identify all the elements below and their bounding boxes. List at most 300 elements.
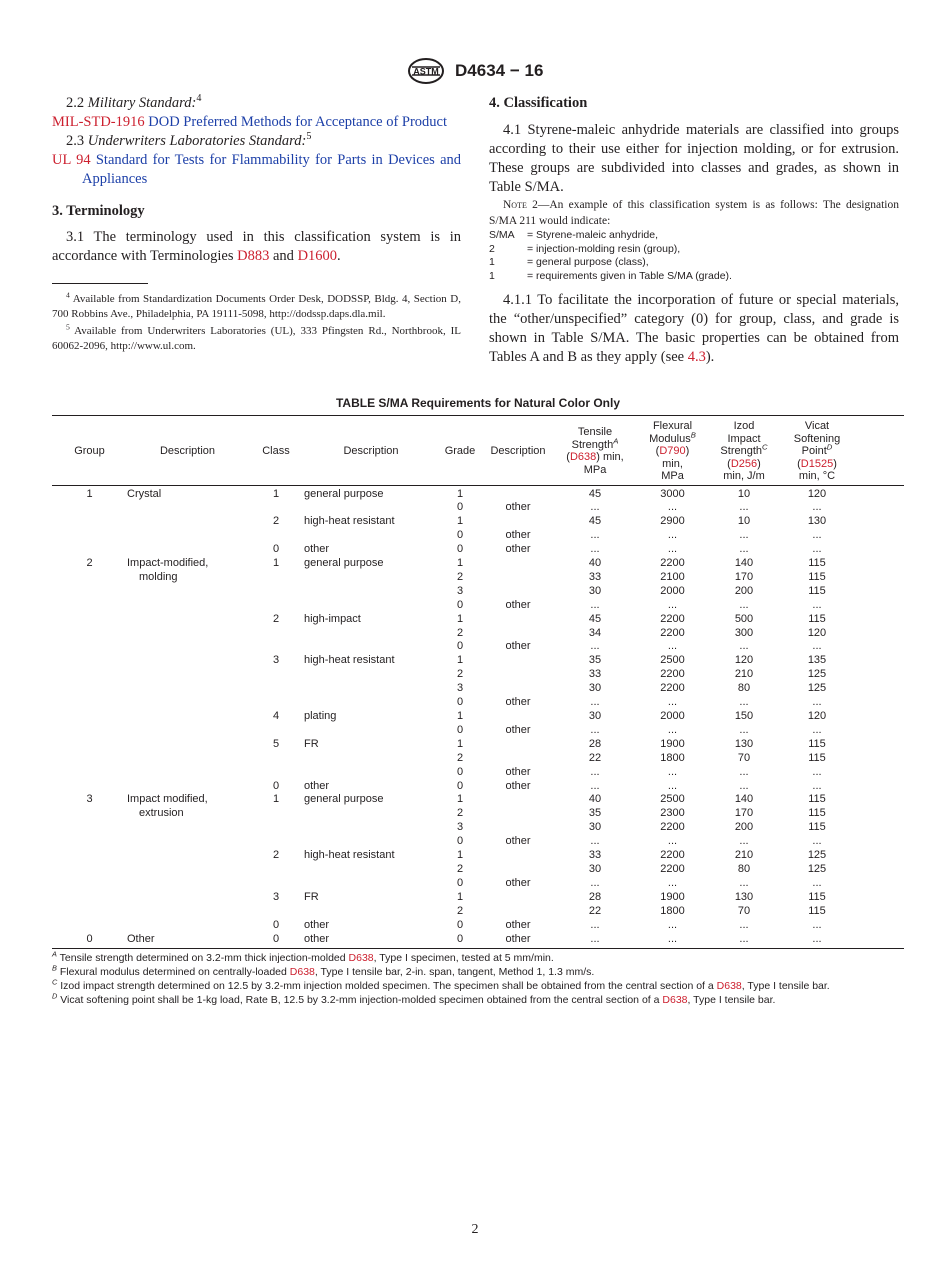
table-cell: 70 <box>737 751 751 764</box>
table-cell: 2200 <box>660 668 685 681</box>
table-cell <box>248 529 304 543</box>
table-cell: 120 <box>807 626 827 639</box>
table-cell-spacer <box>855 696 904 710</box>
table-cell <box>248 640 304 654</box>
table-cell-spacer <box>855 877 904 891</box>
table-cell: ... <box>812 765 822 778</box>
requirements-table <box>52 415 904 949</box>
table-cell: ... <box>667 640 678 653</box>
table-cell: 2100 <box>660 570 685 583</box>
table-cell: 30 <box>588 821 602 834</box>
table-cell <box>127 529 248 543</box>
table-cell: ... <box>590 598 600 611</box>
table-cell: 0 <box>272 918 280 931</box>
table-cell: high-impact <box>304 612 361 625</box>
table-cell <box>52 599 127 613</box>
table-cell <box>127 724 248 738</box>
table-cell: 30 <box>588 682 602 695</box>
table-cell: molding <box>139 570 178 583</box>
table-cell: 2900 <box>660 515 685 528</box>
table-cell-spacer <box>855 835 904 849</box>
table-cell <box>127 668 248 682</box>
col-header-description: Description <box>159 445 216 457</box>
table-cell: 2500 <box>660 654 685 667</box>
table-cell: 115 <box>808 584 826 597</box>
table-cell <box>248 752 304 766</box>
table-cell <box>248 863 304 877</box>
table-cell: 1800 <box>660 751 685 764</box>
mil-std-reference <box>52 113 461 132</box>
table-row <box>52 557 904 571</box>
table-cell: general purpose <box>304 557 384 570</box>
table-cell-spacer <box>855 821 904 835</box>
left-column <box>52 94 461 354</box>
table-cell: 3 <box>456 584 464 597</box>
table-row <box>52 933 904 949</box>
table-cell <box>52 627 127 641</box>
table-cell-spacer <box>855 585 904 599</box>
table-cell: ... <box>739 835 749 848</box>
table-cell: 1 <box>456 793 464 806</box>
table-cell <box>248 821 304 835</box>
d1600-link[interactable]: D1600 <box>297 248 338 264</box>
table-cell: 0 <box>272 779 280 792</box>
table-cell <box>52 571 127 585</box>
page-header <box>0 57 950 85</box>
table-cell-spacer <box>855 863 904 877</box>
table-cell: 1 <box>456 710 464 722</box>
table-cell <box>127 919 248 933</box>
table-footnote: $^B$ Flexural modulus determined on centrally-loaded D638, Type I tensile bar, 2-in. span, tangent, Method 1, 1.3 mm/s. <box>52 963 595 979</box>
table-cell: 34 <box>588 626 602 639</box>
table-cell <box>248 585 304 599</box>
astm-logo-icon <box>407 57 445 85</box>
table-cell: ... <box>667 723 678 736</box>
table-cell: ... <box>590 918 600 931</box>
table-cell: ... <box>739 640 749 653</box>
table-cell: extrusion <box>139 807 184 820</box>
table-cell: ... <box>812 640 822 653</box>
table-row <box>52 793 904 807</box>
table-cell: 1 <box>272 487 280 500</box>
table-cell <box>304 668 438 682</box>
table-cell: 0 <box>456 723 464 736</box>
table-cell: 33 <box>588 849 602 862</box>
table-sma <box>52 396 904 1007</box>
table-cell: high-heat resistant <box>304 849 395 862</box>
table-cell: 0 <box>456 696 464 709</box>
table-cell: 115 <box>808 821 826 834</box>
table-row <box>52 668 904 682</box>
table-cell: 115 <box>808 751 826 764</box>
table-cell <box>127 752 248 766</box>
table-cell: 115 <box>808 737 826 750</box>
table-cell: 2200 <box>660 626 685 639</box>
col-header-flexural: Flexural Modulus$^B$ (D790) min, MPa <box>649 420 696 482</box>
table-cell <box>482 793 554 807</box>
table-cell: ... <box>739 765 749 778</box>
table-cell: 2 <box>456 751 464 764</box>
table-cell <box>304 585 438 599</box>
table-cell <box>482 738 554 752</box>
d790-link[interactable]: D790 <box>659 445 686 457</box>
d638-link[interactable]: D638 <box>569 451 597 464</box>
table-cell: ... <box>667 696 678 709</box>
d638-link[interactable]: D638 <box>348 952 374 965</box>
table-cell-spacer <box>855 919 904 933</box>
d1525-link[interactable]: D1525 <box>800 457 834 470</box>
section-4-3-link[interactable]: 4.3 <box>687 349 706 365</box>
table-cell: ... <box>812 598 822 611</box>
table-cell: 2 <box>272 515 280 528</box>
table-cell: ... <box>812 918 822 931</box>
table-cell <box>52 696 127 710</box>
table-cell <box>304 529 438 543</box>
table-cell <box>52 710 127 724</box>
table-cell <box>52 849 127 863</box>
table-row <box>52 919 904 933</box>
table-cell: 200 <box>734 584 754 597</box>
table-cell: ... <box>554 933 636 949</box>
table-cell: ... <box>667 598 678 611</box>
table-cell <box>248 724 304 738</box>
table-cell: 0 <box>456 640 464 653</box>
table-cell: other <box>505 918 531 931</box>
table-cell: 120 <box>807 487 827 500</box>
table-cell: 28 <box>588 737 602 750</box>
table-cell <box>52 682 127 696</box>
table-cell: 5 <box>272 737 280 750</box>
table-cell: 28 <box>588 890 602 903</box>
table-cell: ... <box>739 543 749 556</box>
table-cell <box>52 766 127 780</box>
table-cell: 80 <box>737 862 751 875</box>
table-cell <box>304 877 438 891</box>
table-cell: 140 <box>734 557 754 570</box>
table-row <box>52 640 904 654</box>
section-4-heading: 4. Classification <box>489 95 588 111</box>
table-cell: ... <box>667 543 678 556</box>
table-footnotes <box>52 951 904 1007</box>
table-cell: 1900 <box>660 737 685 750</box>
table-cell: 3 <box>456 682 464 695</box>
table-cell-spacer <box>855 807 904 821</box>
table-cell: 115 <box>808 793 826 806</box>
table-cell: 10 <box>737 487 751 500</box>
table-cell-spacer <box>855 654 904 668</box>
table-cell: other <box>505 723 531 736</box>
table-cell: 22 <box>588 751 602 764</box>
table-cell: ... <box>590 640 600 653</box>
table-cell: 115 <box>808 807 826 820</box>
table-cell: other <box>505 501 531 514</box>
col-header-izod: Izod Impact Strength$^C$ (D256) min, J/m <box>720 420 768 482</box>
table-cell: 2 <box>456 862 464 875</box>
table-cell: 0 <box>248 933 304 949</box>
table-row <box>52 835 904 849</box>
table-cell: other <box>505 696 531 709</box>
table-row <box>52 766 904 780</box>
table-header-row <box>52 416 904 486</box>
table-cell: 1 <box>456 557 464 570</box>
table-cell <box>127 877 248 891</box>
table-cell <box>482 585 554 599</box>
table-cell <box>304 682 438 696</box>
table-cell <box>127 766 248 780</box>
table-cell: 2500 <box>660 793 685 806</box>
col-header-group: Group <box>74 445 105 457</box>
table-cell: 70 <box>737 904 751 917</box>
table-cell: ... <box>667 765 678 778</box>
table-cell: 0 <box>272 543 280 556</box>
table-row <box>52 599 904 613</box>
right-column <box>489 94 899 367</box>
table-cell: 1900 <box>660 890 685 903</box>
table-cell <box>52 529 127 543</box>
designation-definitions <box>489 229 899 283</box>
table-cell <box>248 766 304 780</box>
table-cell: ... <box>812 696 822 709</box>
table-cell: 80 <box>737 682 751 695</box>
table-cell: 45 <box>588 487 602 500</box>
table-cell <box>52 752 127 766</box>
table-cell <box>482 849 554 863</box>
table-row <box>52 613 904 627</box>
table-cell: ... <box>667 529 678 542</box>
designation: D4634 − 16 <box>455 61 544 80</box>
table-cell <box>248 571 304 585</box>
table-cell: 2200 <box>660 849 685 862</box>
table-cell <box>304 752 438 766</box>
table-cell <box>248 807 304 821</box>
table-cell-spacer <box>855 905 904 919</box>
table-cell: 120 <box>807 710 827 722</box>
col-header-description: Description <box>343 445 399 457</box>
table-cell: 1 <box>456 612 464 625</box>
table-cell <box>482 571 554 585</box>
table-cell: ... <box>590 723 600 736</box>
table-cell: 1 <box>456 737 464 750</box>
table-cell: 0 <box>456 598 464 611</box>
table-cell <box>482 485 554 501</box>
table-cell: 3 <box>456 821 464 834</box>
table-cell <box>52 863 127 877</box>
table-cell: 2200 <box>660 612 685 625</box>
table-cell: plating <box>304 710 337 722</box>
table-cell: 130 <box>807 515 827 528</box>
section-3-1: 3.1 The terminology used in this classification system is in accordance with Terminologies D883 and D1600. <box>52 229 461 264</box>
table-cell <box>52 640 127 654</box>
table-cell: Other <box>127 933 248 949</box>
table-cell <box>127 849 248 863</box>
table-cell <box>127 515 248 529</box>
table-cell <box>304 501 438 515</box>
table-cell: 2200 <box>660 682 685 695</box>
table-cell <box>482 863 554 877</box>
table-cell <box>248 682 304 696</box>
table-cell: 30 <box>588 710 602 722</box>
table-cell: ... <box>812 543 822 556</box>
col-header-class: Class <box>262 445 290 457</box>
table-cell: 2300 <box>660 807 685 820</box>
table-title: TABLE S/MA Requirements for Natural Color Only <box>335 396 621 410</box>
table-cell: 1 <box>456 654 464 667</box>
table-row <box>52 654 904 668</box>
table-cell <box>127 640 248 654</box>
ul-94-title: Standard for Tests for Flammability for Parts in Devices and Appliances <box>82 152 461 187</box>
table-cell: Crystal <box>127 487 162 500</box>
section-2-2: 2.2 Military Standard:$^4$ <box>66 93 202 111</box>
table-cell: 300 <box>734 626 754 639</box>
d638-link[interactable]: D638 <box>289 966 315 979</box>
table-row <box>52 807 904 821</box>
footnote-4: $^4$ Available from Standardization Documents Order Desk, DODSSP, Bldg. 4, Section D, 700 Robbins Ave., Philadelphia, PA 19111-5098, http://dodssp.daps.dla.mil. <box>52 290 461 320</box>
table-cell <box>482 807 554 821</box>
table-cell: 140 <box>734 793 754 806</box>
table-cell: 1 <box>456 515 464 528</box>
d883-link[interactable]: D883 <box>237 248 270 264</box>
table-cell: ... <box>590 876 600 889</box>
table-cell <box>127 710 248 724</box>
table-cell-spacer <box>855 627 904 641</box>
table-row <box>52 738 904 752</box>
table-cell <box>52 877 127 891</box>
table-cell: ... <box>812 501 822 514</box>
table-cell: 125 <box>807 849 827 862</box>
table-row <box>52 543 904 557</box>
table-cell: 1 <box>272 793 280 806</box>
table-cell-spacer <box>855 780 904 794</box>
table-cell <box>482 613 554 627</box>
table-cell: ... <box>590 501 600 514</box>
table-cell: 2 <box>272 849 280 862</box>
footnote-rule <box>52 283 148 284</box>
table-cell: 0 <box>438 933 482 949</box>
table-cell <box>52 501 127 515</box>
table-cell: ... <box>667 876 678 889</box>
table-cell <box>127 891 248 905</box>
table-row <box>52 891 904 905</box>
table-cell: 0 <box>456 543 464 556</box>
table-cell: 2200 <box>660 862 685 875</box>
table-row <box>52 877 904 891</box>
table-cell-spacer <box>855 543 904 557</box>
table-cell: ... <box>739 779 749 792</box>
table-cell: 135 <box>807 654 827 667</box>
table-cell: 150 <box>734 710 754 722</box>
table-cell: ... <box>590 543 600 556</box>
table-cell <box>304 696 438 710</box>
table-cell: FR <box>304 890 319 903</box>
table-cell: other <box>304 543 330 556</box>
col-header-grade: Grade <box>444 445 476 457</box>
d256-link[interactable]: D256 <box>730 457 758 470</box>
d638-link[interactable]: D638 <box>662 994 688 1007</box>
definition-row: 1 = requirements given in Table S/MA (grade). <box>489 269 732 282</box>
table-cell <box>304 863 438 877</box>
table-cell: general purpose <box>304 793 384 806</box>
table-cell <box>52 724 127 738</box>
table-cell: 22 <box>588 904 602 917</box>
table-cell-spacer <box>855 849 904 863</box>
table-cell: other <box>505 640 531 653</box>
table-cell: ... <box>739 598 749 611</box>
ul-94-link[interactable]: UL 94 <box>52 152 91 168</box>
table-cell <box>482 891 554 905</box>
table-cell: high-heat resistant <box>304 654 395 667</box>
table-cell: 1 <box>272 557 280 570</box>
table-cell: ... <box>812 529 822 542</box>
table-row <box>52 863 904 877</box>
table-cell: 0 <box>456 529 464 542</box>
table-cell: 200 <box>734 821 754 834</box>
table-cell <box>304 599 438 613</box>
table-cell: other <box>304 918 330 931</box>
table-cell <box>248 501 304 515</box>
mil-std-link[interactable]: MIL-STD-1916 <box>52 114 145 130</box>
table-cell: ... <box>812 876 822 889</box>
table-cell: ... <box>590 835 600 848</box>
table-row <box>52 710 904 724</box>
d638-link[interactable]: D638 <box>716 980 742 993</box>
table-cell <box>482 515 554 529</box>
table-cell <box>482 710 554 724</box>
table-cell <box>482 752 554 766</box>
table-cell: 115 <box>808 557 826 570</box>
table-cell-spacer <box>855 891 904 905</box>
table-cell <box>248 835 304 849</box>
table-cell <box>127 585 248 599</box>
table-cell: other <box>505 543 531 556</box>
table-row <box>52 515 904 529</box>
table-cell <box>248 627 304 641</box>
mil-std-title: DOD Preferred Methods for Acceptance of Product <box>148 114 448 130</box>
table-cell: ... <box>667 501 678 514</box>
table-cell <box>127 654 248 668</box>
table-cell: 45 <box>588 612 602 625</box>
table-cell: 125 <box>807 668 827 681</box>
table-cell: 115 <box>808 904 826 917</box>
table-cell: 2 <box>456 570 464 583</box>
table-cell: 2 <box>456 807 464 820</box>
table-cell: ... <box>636 933 709 949</box>
table-cell <box>52 891 127 905</box>
table-cell: other <box>505 835 531 848</box>
table-cell: ... <box>812 835 822 848</box>
table-cell-spacer <box>855 557 904 571</box>
table-cell: general purpose <box>304 487 384 500</box>
section-4-1: 4.1 Styrene-maleic anhydride materials are classified into groups according to their use either for injection molding, or for extrusion. These groups are subdivided into classes and grades, as shown in Table S/MA. <box>489 122 899 195</box>
table-cell: other <box>304 933 438 949</box>
table-cell-spacer <box>855 710 904 724</box>
table-cell-spacer <box>855 933 904 949</box>
table-row <box>52 905 904 919</box>
table-footnote: $^D$ Vicat softening point shall be 1-kg load, Rate B, 12.5 by 3.2-mm injection-molded specimen obtained from the central section of a D638, Type I tensile bar. <box>52 991 776 1007</box>
table-cell <box>248 905 304 919</box>
table-footnote: $^A$ Tensile strength determined on 3.2-mm thick injection-molded D638, Type I specimen, tested at 5 mm/min. <box>52 949 554 965</box>
table-cell: other <box>505 765 531 778</box>
page-number: 2 <box>471 1222 479 1237</box>
table-cell: 500 <box>734 612 754 625</box>
table-cell: other <box>505 598 531 611</box>
table-cell: ... <box>779 933 855 949</box>
table-cell-spacer <box>855 793 904 807</box>
table-cell: 2000 <box>660 710 685 722</box>
table-cell-spacer <box>855 668 904 682</box>
svg-text:ASTM: ASTM <box>412 66 439 77</box>
definition-row: 1 = general purpose (class), <box>489 256 649 268</box>
table-cell-spacer <box>855 682 904 696</box>
